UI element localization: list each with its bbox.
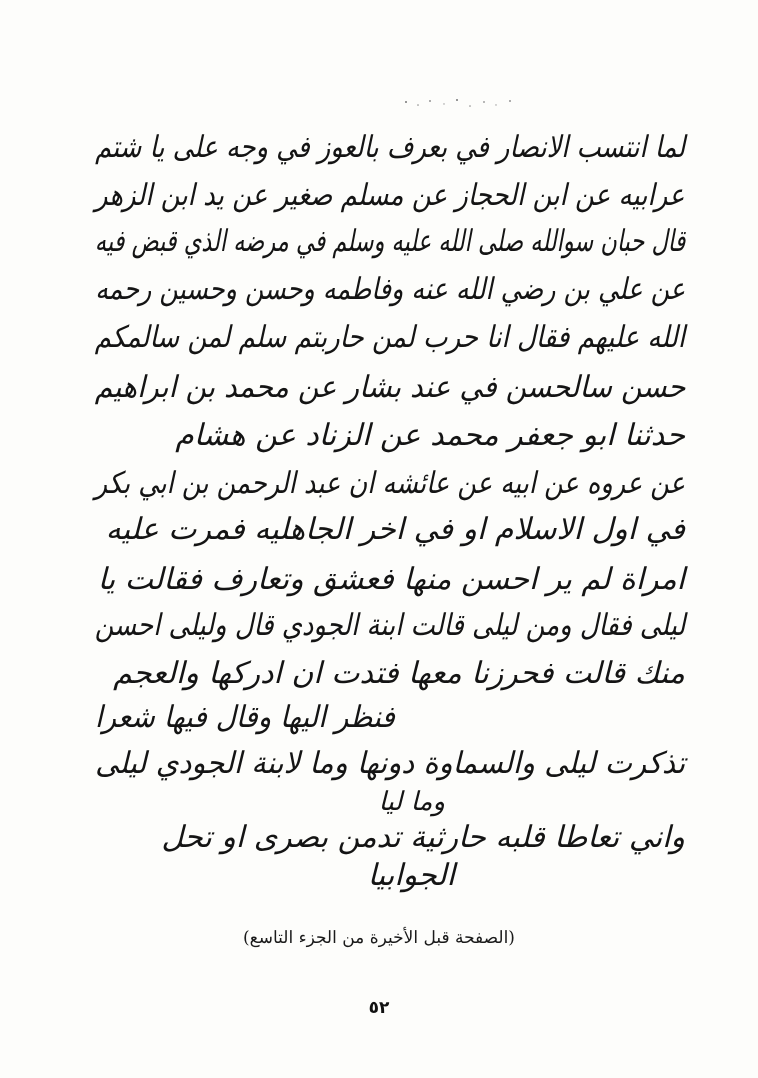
manuscript-line: قال حبان سوالله صلى الله عليه وسلم في مرضه الذي قبض فيه [94, 224, 685, 259]
manuscript-line: عن علي بن رضي الله عنه وفاطمه وحسن وحسين رحمه [95, 272, 685, 307]
page-speckle-marks [400, 96, 520, 110]
manuscript-line: في اول الاسلام او في اخر الجاهليه فمرت عليه [105, 512, 685, 547]
manuscript-line: عن عروه عن ابيه عن عائشه ان عبد الرحمن بن ابي بكر [94, 466, 685, 501]
manuscript-line: الجوابيا [367, 858, 455, 893]
manuscript-line: فنظر اليها وقال فيها شعرا [95, 700, 395, 735]
manuscript-line: لما انتسب الانصار في بعرف بالعوز في وجه على يا شتم [94, 130, 685, 165]
page-caption: (الصفحة قبل الأخيرة من الجزء التاسع) [243, 928, 515, 948]
manuscript-line: وما ليا [378, 787, 445, 817]
manuscript-line: ليلى فقال ومن ليلى قالت ابنة الجودي قال وليلى احسن [94, 608, 685, 643]
manuscript-line: عرابيه عن ابن الحجاز عن مسلم صغير عن يد ابن الزهر [95, 178, 685, 213]
manuscript-text-block [95, 118, 685, 908]
manuscript-line: تذكرت ليلى والسماوة دونها وما لابنة الجودي ليلى [94, 746, 685, 781]
manuscript-line: الله عليهم فقال انا حرب لمن حاربتم سلم لمن سالمكم [94, 320, 685, 355]
manuscript-line: حدثنا ابو جعفر محمد عن الزناد عن هشام [175, 418, 685, 453]
manuscript-line: حسن سالحسن في عند بشار عن محمد بن ابراهيم [94, 370, 685, 405]
page-number: ٥٢ [368, 998, 390, 1018]
manuscript-line: امراة لم ير احسن منها فعشق وتعارف فقالت يا [97, 562, 685, 597]
manuscript-line: واني تعاطا قلبه حارثية تدمن بصرى او تحل [161, 820, 685, 855]
manuscript-line: منك قالت فحرزنا معها فتدت ان ادركها والعجم [113, 656, 685, 691]
